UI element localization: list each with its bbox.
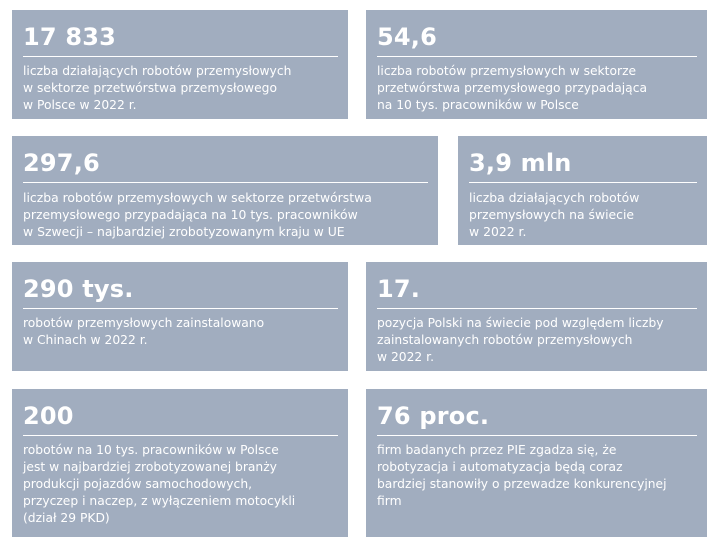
stat-card-robots-poland [12,10,348,119]
stat-description [377,63,697,114]
stat-card-robots-world [458,136,707,245]
stat-description-line: bardziej stanowiły o przewadze konkurencyjnej [377,477,667,491]
stat-description-line: przemysłowego przypadająca na 10 tys. pracowników [23,207,358,222]
stat-value: 54,6 [377,23,438,51]
stat-value: 17. [377,275,421,303]
stat-description-line: w Szwecji – najbardziej zrobotyzowanym kraju w UE [23,224,345,239]
stat-value: 297,6 [23,149,100,177]
stat-description-line: w 2022 r. [469,224,527,239]
stat-card-installed-china [12,262,348,371]
stat-description-line: robotów na 10 tys. pracowników w Polsce [23,443,279,457]
divider [377,56,697,57]
stat-description [23,442,338,527]
stat-card-survey-firms [366,389,707,537]
stat-description-line: robotyzacja i automatyzacja będą coraz [377,460,623,474]
stat-description [469,189,697,240]
stat-description [23,315,338,349]
divider [23,182,428,183]
stat-card-poland-rank [366,262,707,371]
stat-description [377,315,697,366]
stat-description-line: przetwórstwa przemysłowego przypadająca [377,81,648,95]
stat-description-line: robotów przemysłowych zainstalowano [23,316,265,330]
stat-description-line: przyczep i naczep, z wyłączeniem motocykli [23,494,296,508]
stat-description-line: (dział 29 PKD) [23,511,110,525]
stat-description-line: firm [377,494,402,508]
stat-description-line: liczba robotów przemysłowych w sektorze [377,64,637,78]
divider [23,56,338,57]
stat-description-line: liczba robotów przemysłowych w sektorze przetwórstwa [23,190,372,205]
stat-description-line: w Chinach w 2022 r. [23,333,148,347]
stat-description-line: w Polsce w 2022 r. [23,98,137,112]
stat-description [23,189,428,240]
stat-description-line: produkcji pojazdów samochodowych, [23,477,253,491]
stat-description-line: firm badanych przez PIE zgadza się, że [377,443,617,457]
divider [377,308,697,309]
divider [23,308,338,309]
stat-value: 3,9 mln [469,149,572,177]
stat-value: 200 [23,402,74,430]
stat-description-line: w 2022 r. [377,350,435,364]
stat-description [377,442,697,510]
stat-value: 76 proc. [377,402,490,430]
stat-description-line: liczba działających robotów [469,190,640,205]
stat-value: 17 833 [23,23,117,51]
stat-description-line: liczba działających robotów przemysłowych [23,64,292,78]
divider [23,435,338,436]
stat-description-line: zainstalowanych robotów przemysłowych [377,333,633,347]
stat-card-density-sweden [12,136,438,245]
stat-description-line: pozycja Polski na świecie pod względem liczby [377,316,664,330]
stat-card-density-poland [366,10,707,119]
stat-description-line: jest w najbardziej zrobotyzowanej branży [23,460,277,474]
divider [377,435,697,436]
stat-description-line: w sektorze przetwórstwa przemysłowego [23,81,277,95]
stat-description-line: na 10 tys. pracowników w Polsce [377,98,579,112]
divider [469,182,697,183]
stat-value: 290 tys. [23,275,134,303]
stat-description [23,63,338,114]
stat-card-automotive-density [12,389,348,537]
stat-description-line: przemysłowych na świecie [469,207,635,222]
